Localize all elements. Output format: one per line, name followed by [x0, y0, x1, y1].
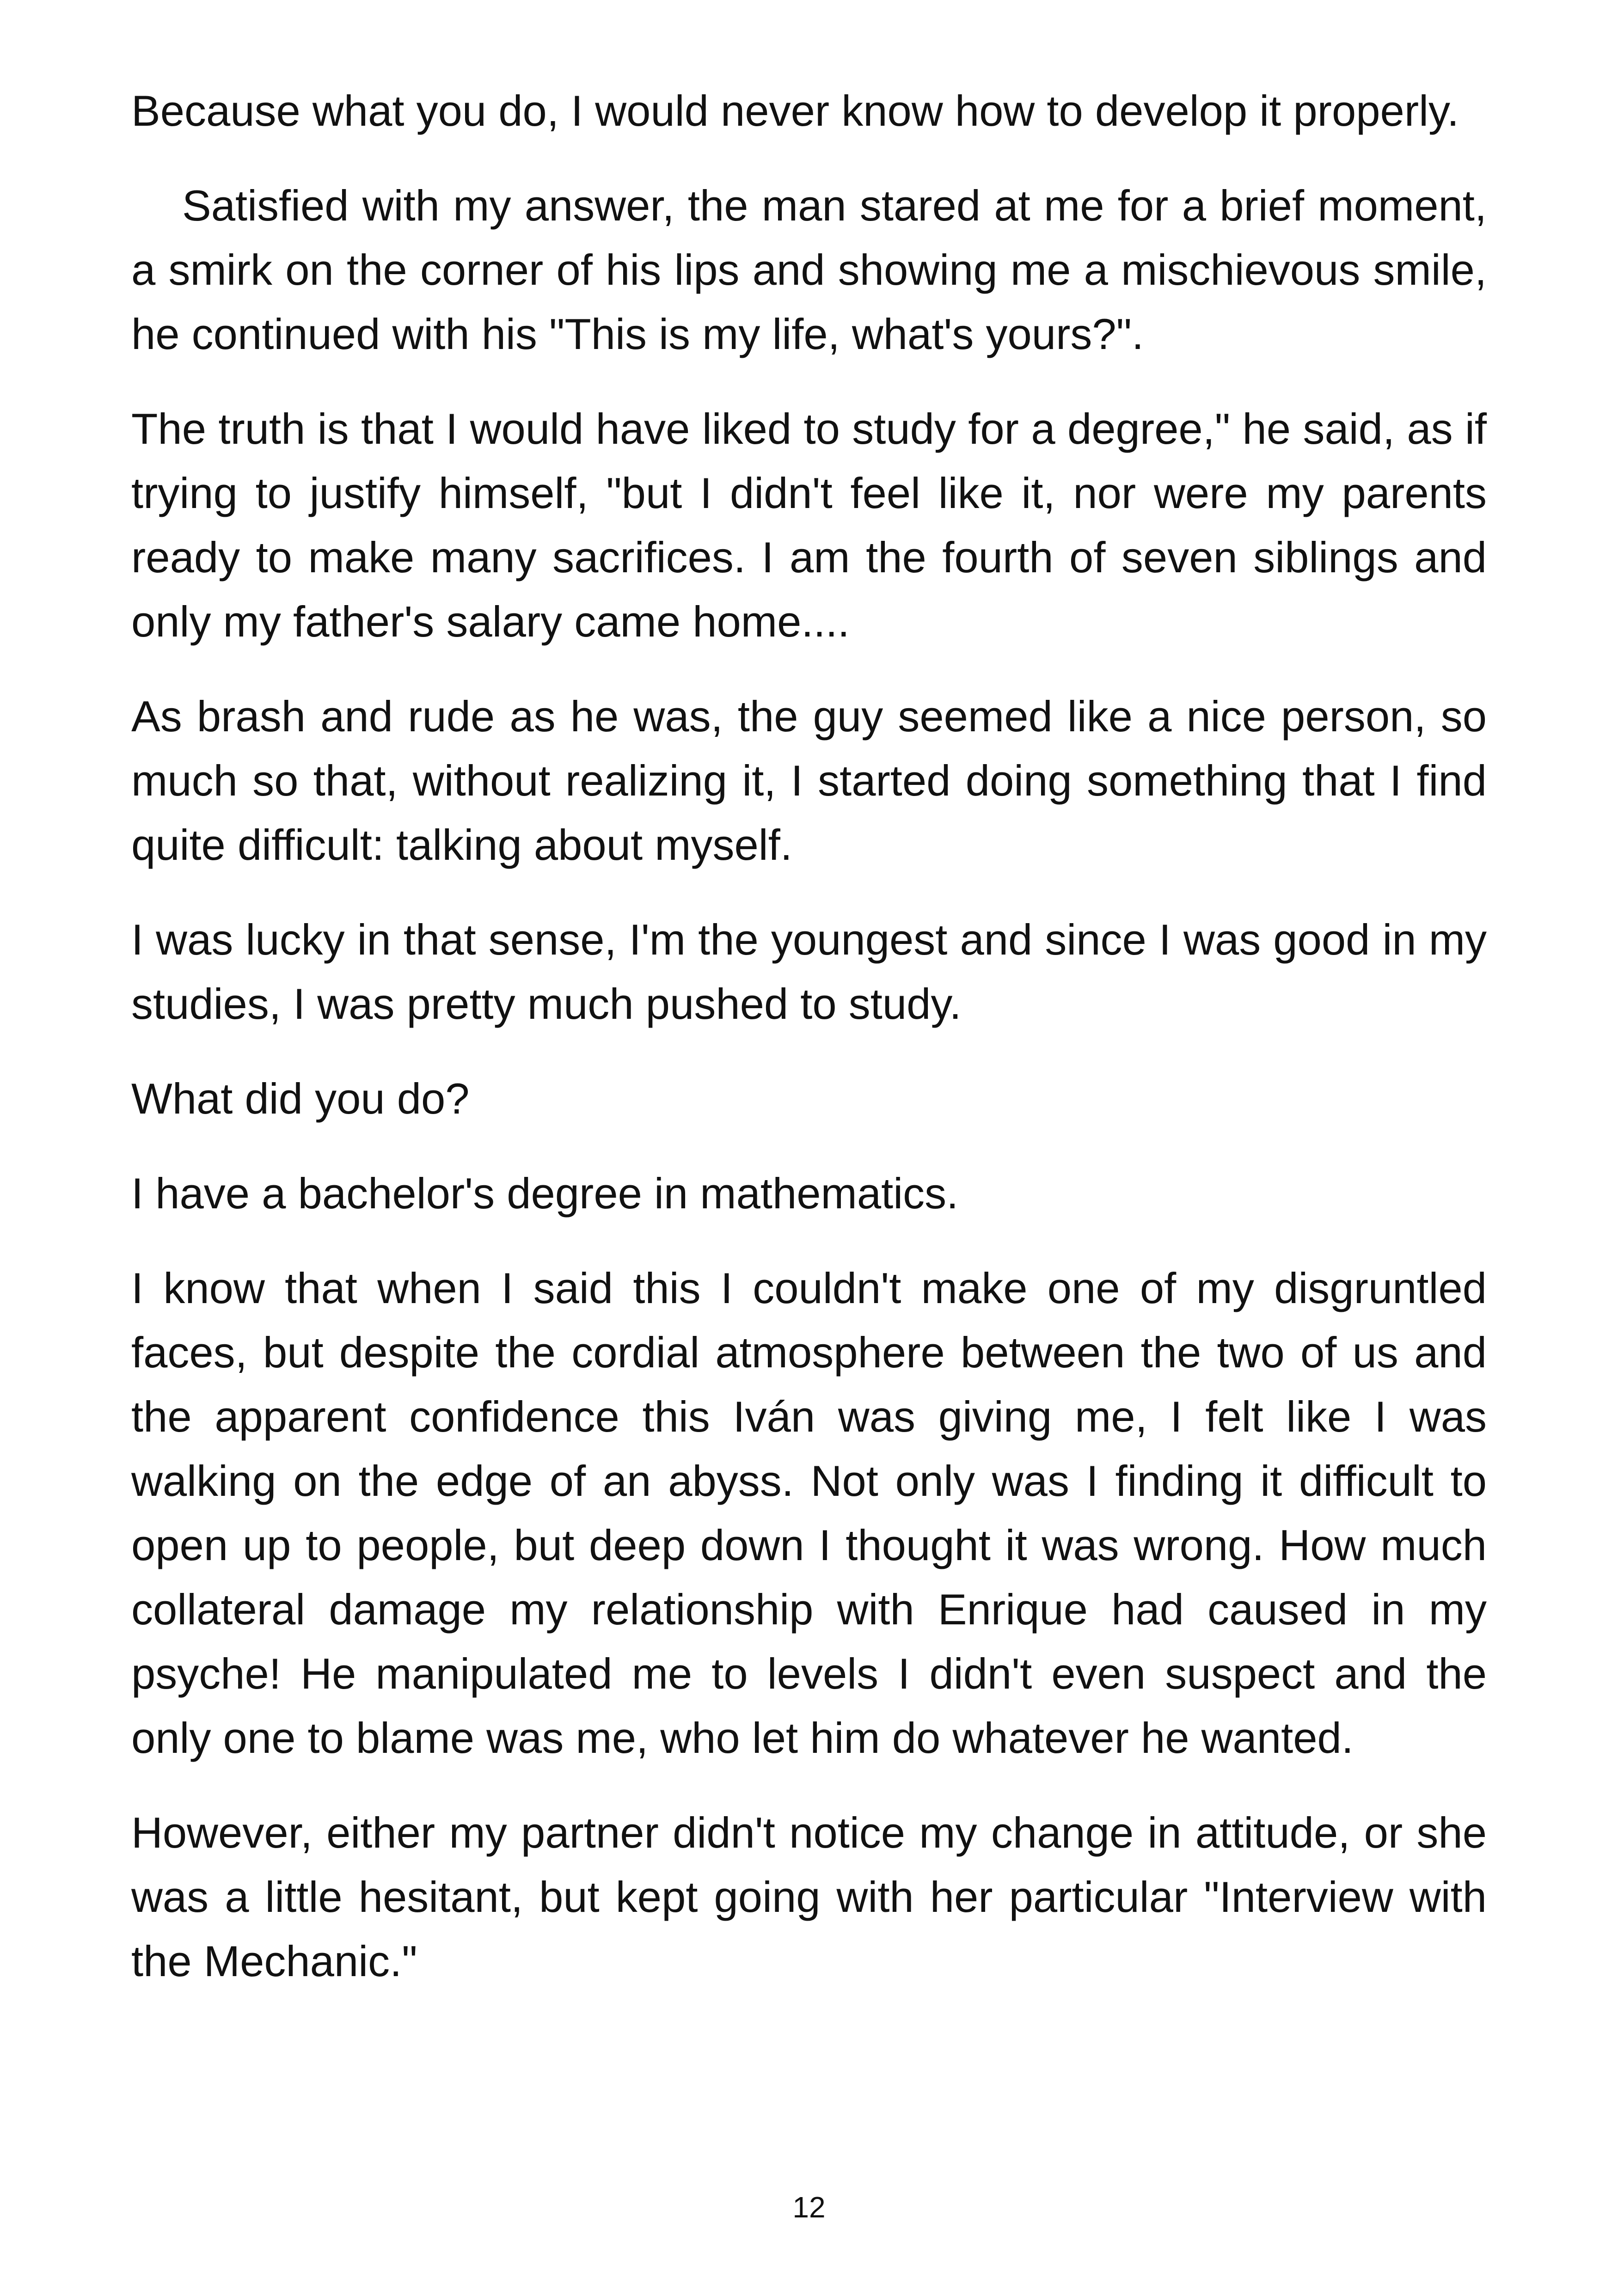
paragraph: I know that when I said this I couldn't make one of my disgruntled faces, but despite the cordial atmosphere between the two of us and the apparent confidence this Iván was giving me, I felt like I was walking on the edge of an abyss. Not only was I finding it difficult to open up to people, but deep down I thought it was wrong. How much collateral damage my relationship with Enrique had caused in my psyche! He manipulated me to levels I didn't even suspect and the only one to blame was me, who let him do whatever he wanted. [131, 1264, 1487, 1762]
paragraph: I have a bachelor's degree in mathematics. [131, 1169, 959, 1218]
paragraph: Because what you do, I would never know how to develop it properly. [131, 86, 1459, 135]
paragraph: As brash and rude as he was, the guy seemed like a nice person, so much so that, without realizing it, I started doing something that I find quite difficult: talking about myself. [131, 692, 1487, 869]
paragraph: However, either my partner didn't notice my change in attitude, or she was a little hesitant, but kept going with her particular "Interview with the Mechanic." [131, 1808, 1487, 1985]
body-text [131, 79, 1487, 2024]
paragraph: Satisfied with my answer, the man stared at me for a brief moment, a smirk on the corner of his lips and showing me a mischievous smile, he continued with his "This is my life, what's yours?". [131, 181, 1487, 358]
page-number: 12 [792, 2191, 826, 2224]
paragraph: What did you do? [131, 1074, 470, 1123]
paragraph: The truth is that I would have liked to study for a degree," he said, as if trying to justify himself, "but I didn't feel like it, nor were my parents ready to make many sacrifices. I am the fourth of seven siblings and only my father's salary came home.... [131, 404, 1487, 646]
paragraph: I was lucky in that sense, I'm the youngest and since I was good in my studies, I was pretty much pushed to study. [131, 915, 1487, 1028]
